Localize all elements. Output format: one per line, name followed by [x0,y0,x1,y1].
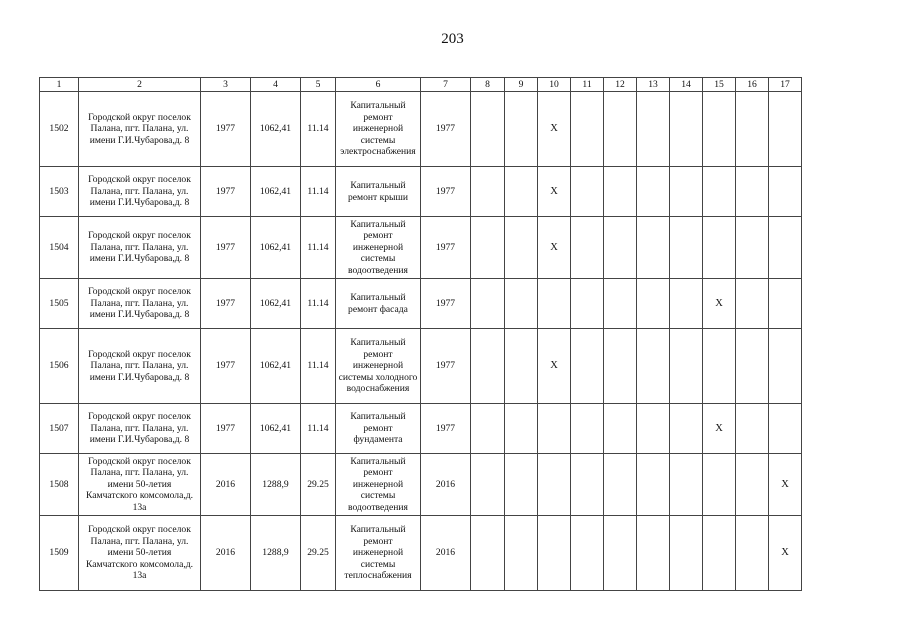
col-9-cell [505,329,538,404]
row-number: 1505 [40,279,79,329]
col-13-cell [637,454,670,516]
area-cell: 1062,41 [251,404,301,454]
col-16-cell [736,516,769,591]
col-header-5: 5 [301,78,336,92]
work-type-cell: Капитальный ремонт инженерной системы водоотведения [336,217,421,279]
area-cell: 1288,9 [251,454,301,516]
col-header-9: 9 [505,78,538,92]
col-9-cell [505,454,538,516]
col-15-cell: X [703,404,736,454]
col-14-cell [670,454,703,516]
address-cell: Городской округ поселок Палана, пгт. Палана, ул. имени Г.И.Чубарова,д. 8 [79,404,201,454]
year-2-cell: 1977 [421,404,471,454]
col-13-cell [637,329,670,404]
year-2-cell: 2016 [421,454,471,516]
col-9-cell [505,92,538,167]
row-number: 1508 [40,454,79,516]
col-17-cell: X [769,454,802,516]
col-header-3: 3 [201,78,251,92]
col-header-16: 16 [736,78,769,92]
col-15-cell [703,329,736,404]
col-12-cell [604,167,637,217]
col-11-cell [571,167,604,217]
area-cell: 1062,41 [251,217,301,279]
year-2-cell: 1977 [421,279,471,329]
col-header-1: 1 [40,78,79,92]
col-9-cell [505,279,538,329]
col-11-cell [571,404,604,454]
col-10-cell: X [538,329,571,404]
area-cell: 1062,41 [251,92,301,167]
col-12-cell [604,404,637,454]
col-header-6: 6 [336,78,421,92]
col-15-cell [703,217,736,279]
table-row [40,329,802,404]
table-row [40,279,802,329]
page-number: 203 [441,31,464,47]
col-9-cell [505,217,538,279]
table-row [40,454,802,516]
table-body [40,92,802,591]
col-15-cell [703,92,736,167]
table-row [40,404,802,454]
col-11-cell [571,279,604,329]
col-10-cell [538,454,571,516]
table-row [40,167,802,217]
col-11-cell [571,217,604,279]
col-17-cell [769,92,802,167]
year-cell: 1977 [201,279,251,329]
col-header-7: 7 [421,78,471,92]
row-number: 1503 [40,167,79,217]
col-13-cell [637,217,670,279]
year-cell: 1977 [201,404,251,454]
col-8-cell [471,92,505,167]
col-14-cell [670,329,703,404]
col-13-cell [637,516,670,591]
col-16-cell [736,217,769,279]
col-15-cell [703,454,736,516]
col-13-cell [637,92,670,167]
address-cell: Городской округ поселок Палана, пгт. Палана, ул. имени Г.И.Чубарова,д. 8 [79,329,201,404]
col-17-cell [769,279,802,329]
area-cell: 1062,41 [251,167,301,217]
col-12-cell [604,454,637,516]
col-8-cell [471,454,505,516]
year-2-cell: 2016 [421,516,471,591]
table-row [40,92,802,167]
row-number: 1504 [40,217,79,279]
year-2-cell: 1977 [421,92,471,167]
col-14-cell [670,217,703,279]
work-type-cell: Капитальный ремонт инженерной системы холодного водоснабжения [336,329,421,404]
register-table [39,77,802,591]
area-cell: 1288,9 [251,516,301,591]
col-header-15: 15 [703,78,736,92]
work-type-cell: Капитальный ремонт фасада [336,279,421,329]
col-8-cell [471,217,505,279]
work-type-cell: Капитальный ремонт инженерной системы водоотведения [336,454,421,516]
col-header-2: 2 [79,78,201,92]
col-14-cell [670,516,703,591]
row-number: 1506 [40,329,79,404]
col-header-8: 8 [471,78,505,92]
table-row [40,217,802,279]
col-17-cell: X [769,516,802,591]
year-2-cell: 1977 [421,329,471,404]
col-8-cell [471,167,505,217]
col-8-cell [471,279,505,329]
address-cell: Городской округ поселок Палана, пгт. Палана, ул. имени Г.И.Чубарова,д. 8 [79,92,201,167]
col-8-cell [471,516,505,591]
code-cell: 29.25 [301,516,336,591]
work-type-cell: Капитальный ремонт инженерной системы электроснабжения [336,92,421,167]
col-14-cell [670,279,703,329]
row-number: 1502 [40,92,79,167]
col-15-cell: X [703,279,736,329]
col-17-cell [769,329,802,404]
col-16-cell [736,279,769,329]
col-10-cell [538,279,571,329]
year-cell: 2016 [201,516,251,591]
col-10-cell [538,516,571,591]
year-cell: 2016 [201,454,251,516]
col-10-cell: X [538,167,571,217]
col-14-cell [670,167,703,217]
col-16-cell [736,92,769,167]
year-cell: 1977 [201,217,251,279]
col-8-cell [471,404,505,454]
col-header-11: 11 [571,78,604,92]
address-cell: Городской округ поселок Палана, пгт. Палана, ул. имени Г.И.Чубарова,д. 8 [79,167,201,217]
year-cell: 1977 [201,167,251,217]
table-row [40,516,802,591]
col-9-cell [505,516,538,591]
header-row [40,78,802,92]
col-header-14: 14 [670,78,703,92]
col-13-cell [637,167,670,217]
col-14-cell [670,404,703,454]
col-header-12: 12 [604,78,637,92]
code-cell: 11.14 [301,279,336,329]
col-10-cell: X [538,217,571,279]
row-number: 1509 [40,516,79,591]
column-numbers-header [40,78,802,92]
col-16-cell [736,329,769,404]
work-type-cell: Капитальный ремонт инженерной системы теплоснабжения [336,516,421,591]
area-cell: 1062,41 [251,279,301,329]
col-11-cell [571,454,604,516]
col-12-cell [604,217,637,279]
col-17-cell [769,404,802,454]
address-cell: Городской округ поселок Палана, пгт. Палана, ул. имени Г.И.Чубарова,д. 8 [79,279,201,329]
col-header-17: 17 [769,78,802,92]
col-12-cell [604,279,637,329]
code-cell: 11.14 [301,167,336,217]
code-cell: 11.14 [301,329,336,404]
address-cell: Городской округ поселок Палана, пгт. Палана, ул. имени 50-летия Камчатского комсомола,д. 13а [79,454,201,516]
col-10-cell: X [538,92,571,167]
col-12-cell [604,516,637,591]
col-16-cell [736,167,769,217]
work-type-cell: Капитальный ремонт фундамента [336,404,421,454]
col-16-cell [736,454,769,516]
col-8-cell [471,329,505,404]
col-15-cell [703,167,736,217]
col-9-cell [505,167,538,217]
col-12-cell [604,92,637,167]
code-cell: 11.14 [301,404,336,454]
year-cell: 1977 [201,92,251,167]
col-11-cell [571,329,604,404]
col-17-cell [769,167,802,217]
address-cell: Городской округ поселок Палана, пгт. Палана, ул. имени Г.И.Чубарова,д. 8 [79,217,201,279]
col-15-cell [703,516,736,591]
year-2-cell: 1977 [421,217,471,279]
col-10-cell [538,404,571,454]
address-cell: Городской округ поселок Палана, пгт. Палана, ул. имени 50-летия Камчатского комсомола,д. 13а [79,516,201,591]
col-11-cell [571,516,604,591]
col-header-13: 13 [637,78,670,92]
col-9-cell [505,404,538,454]
code-cell: 29.25 [301,454,336,516]
col-13-cell [637,279,670,329]
col-14-cell [670,92,703,167]
year-cell: 1977 [201,329,251,404]
col-17-cell [769,217,802,279]
year-2-cell: 1977 [421,167,471,217]
col-header-4: 4 [251,78,301,92]
col-13-cell [637,404,670,454]
col-12-cell [604,329,637,404]
row-number: 1507 [40,404,79,454]
code-cell: 11.14 [301,92,336,167]
area-cell: 1062,41 [251,329,301,404]
code-cell: 11.14 [301,217,336,279]
col-header-10: 10 [538,78,571,92]
col-16-cell [736,404,769,454]
col-11-cell [571,92,604,167]
work-type-cell: Капитальный ремонт крыши [336,167,421,217]
